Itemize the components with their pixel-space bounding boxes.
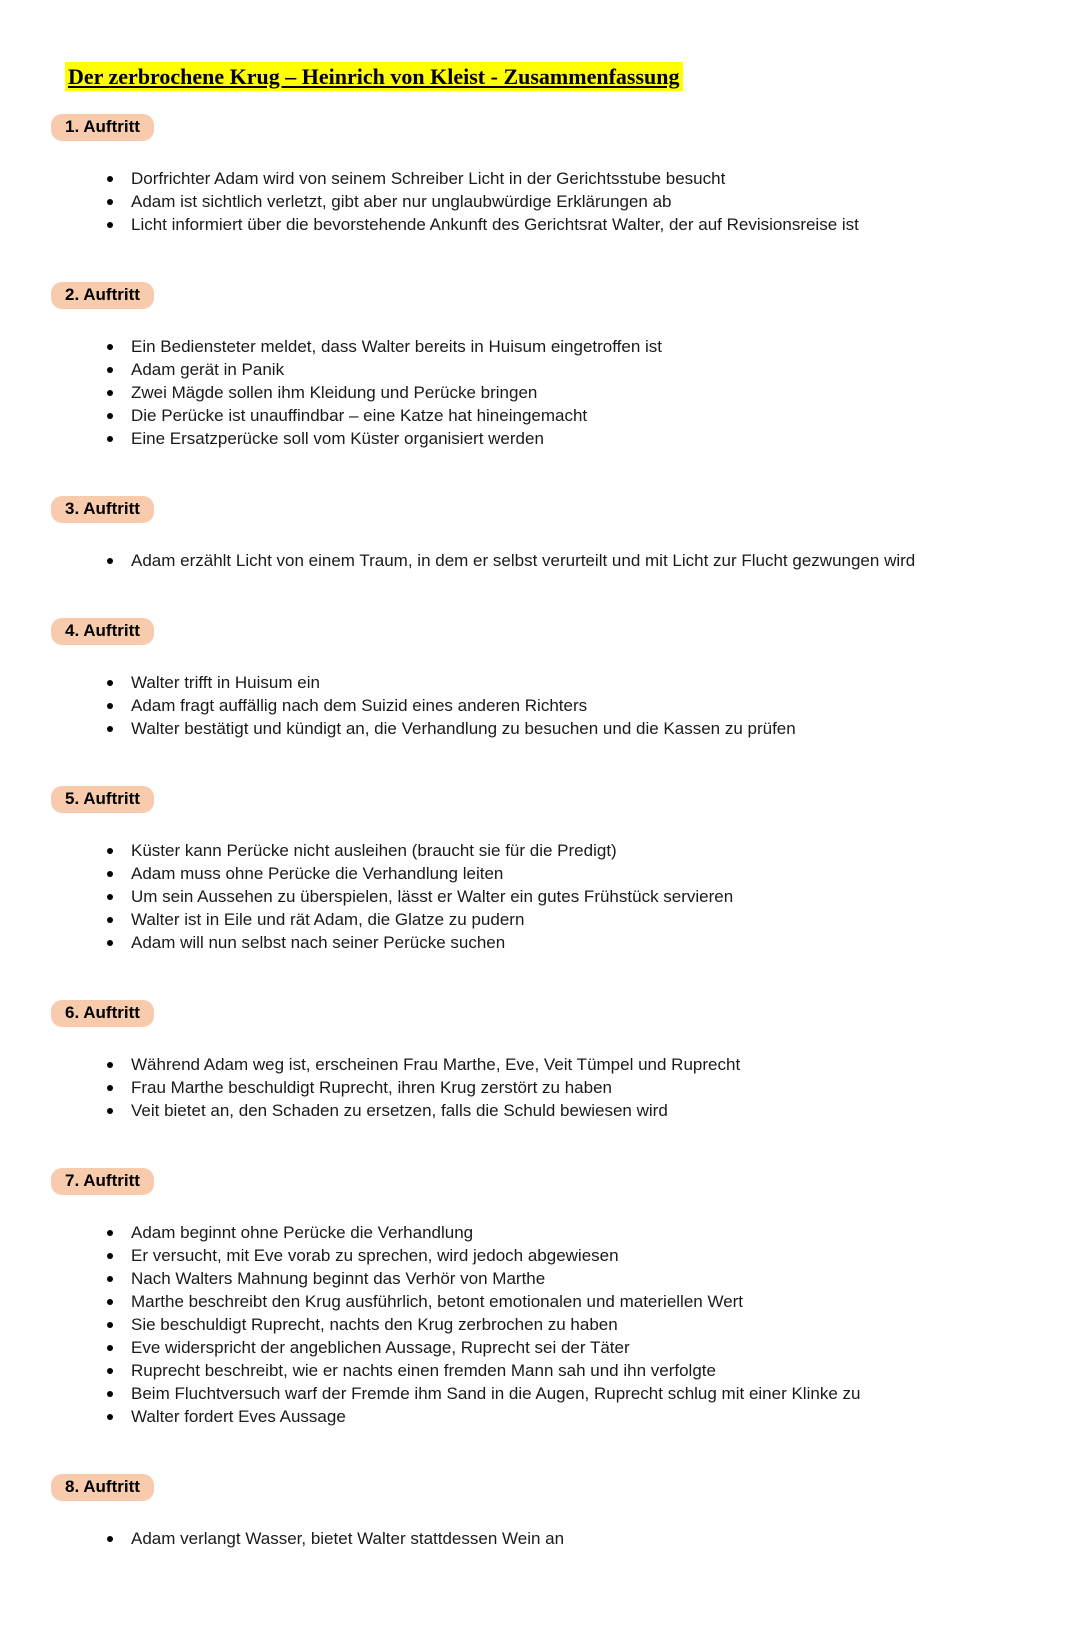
section-heading-label: 6. Auftritt	[65, 1003, 140, 1022]
section-heading-label: 1. Auftritt	[65, 117, 140, 136]
bullet-list	[65, 1527, 1015, 1550]
section-heading	[51, 1474, 154, 1501]
bullet-item: Adam ist sichtlich verletzt, gibt aber nur unglaubwürdige Erklärungen ab	[65, 190, 1015, 213]
section-2	[65, 282, 1020, 450]
bullet-item: Beim Fluchtversuch warf der Fremde ihm Sand in die Augen, Ruprecht schlug mit einer Klinke zu	[65, 1382, 1015, 1405]
bullet-item: Küster kann Perücke nicht ausleihen (braucht sie für die Predigt)	[65, 839, 1015, 862]
section-3	[65, 496, 1020, 572]
section-heading	[51, 618, 154, 645]
bullet-item: Eine Ersatzperücke soll vom Küster organisiert werden	[65, 427, 1015, 450]
bullet-item: Zwei Mägde sollen ihm Kleidung und Perücke bringen	[65, 381, 1015, 404]
bullet-list	[65, 167, 1015, 236]
page-title-highlight: Der zerbrochene Krug – Heinrich von Kleist - Zusammenfassung	[65, 62, 683, 91]
bullet-item: Die Perücke ist unauffindbar – eine Katze hat hineingemacht	[65, 404, 1015, 427]
bullet-item: Sie beschuldigt Ruprecht, nachts den Krug zerbrochen zu haben	[65, 1313, 1015, 1336]
section-5	[65, 786, 1020, 954]
bullet-item: Licht informiert über die bevorstehende Ankunft des Gerichtsrat Walter, der auf Revisionsreise ist	[65, 213, 1015, 236]
section-heading-label: 5. Auftritt	[65, 789, 140, 808]
bullet-item: Adam fragt auffällig nach dem Suizid eines anderen Richters	[65, 694, 1015, 717]
section-heading-label: 3. Auftritt	[65, 499, 140, 518]
section-heading	[51, 1168, 154, 1195]
bullet-item: Ruprecht beschreibt, wie er nachts einen fremden Mann sah und ihn verfolgte	[65, 1359, 1015, 1382]
bullet-item: Frau Marthe beschuldigt Ruprecht, ihren Krug zerstört zu haben	[65, 1076, 1015, 1099]
section-heading	[51, 114, 154, 141]
page-title	[65, 64, 1020, 90]
bullet-item: Walter ist in Eile und rät Adam, die Glatze zu pudern	[65, 908, 1015, 931]
bullet-item: Während Adam weg ist, erscheinen Frau Marthe, Eve, Veit Tümpel und Ruprecht	[65, 1053, 1015, 1076]
bullet-item: Adam beginnt ohne Perücke die Verhandlung	[65, 1221, 1015, 1244]
bullet-list	[65, 549, 1015, 572]
bullet-item: Adam verlangt Wasser, bietet Walter stattdessen Wein an	[65, 1527, 1015, 1550]
section-heading-label: 4. Auftritt	[65, 621, 140, 640]
section-heading-label: 8. Auftritt	[65, 1477, 140, 1496]
bullet-item: Ein Bediensteter meldet, dass Walter bereits in Huisum eingetroffen ist	[65, 335, 1015, 358]
bullet-item: Nach Walters Mahnung beginnt das Verhör von Marthe	[65, 1267, 1015, 1290]
bullet-text: Adam erzählt Licht von einem Traum, in dem er selbst verurteilt und mit Licht zur Flucht gezwungen wird	[131, 551, 916, 570]
bullet-item: Veit bietet an, den Schaden zu ersetzen, falls die Schuld bewiesen wird	[65, 1099, 1015, 1122]
section-heading	[51, 282, 154, 309]
bullet-list	[65, 671, 1015, 740]
bullet-item: Eve widerspricht der angeblichen Aussage, Ruprecht sei der Täter	[65, 1336, 1015, 1359]
bullet-list	[65, 1053, 1015, 1122]
section-6	[65, 1000, 1020, 1122]
section-heading	[51, 786, 154, 813]
bullet-item: Marthe beschreibt den Krug ausführlich, betont emotionalen und materiellen Wert	[65, 1290, 1015, 1313]
section-4	[65, 618, 1020, 740]
bullet-item: Dorfrichter Adam wird von seinem Schreiber Licht in der Gerichtsstube besucht	[65, 167, 1015, 190]
bullet-item: Walter bestätigt und kündigt an, die Verhandlung zu besuchen und die Kassen zu prüfen	[65, 717, 1015, 740]
bullet-item: Adam gerät in Panik	[65, 358, 1015, 381]
bullet-item: Adam muss ohne Perücke die Verhandlung leiten	[65, 862, 1015, 885]
bullet-list	[65, 839, 1015, 954]
bullet-item: Walter fordert Eves Aussage	[65, 1405, 1015, 1428]
section-1	[65, 114, 1020, 236]
section-heading-label: 7. Auftritt	[65, 1171, 140, 1190]
section-heading	[51, 1000, 154, 1027]
bullet-list	[65, 335, 1015, 450]
section-7	[65, 1168, 1020, 1428]
bullet-item: Um sein Aussehen zu überspielen, lässt er Walter ein gutes Frühstück servieren	[65, 885, 1015, 908]
section-8	[65, 1474, 1020, 1550]
bullet-item: Walter trifft in Huisum ein	[65, 671, 1015, 694]
bullet-item: Er versucht, mit Eve vorab zu sprechen, wird jedoch abgewiesen	[65, 1244, 1015, 1267]
bullet-item	[65, 549, 1015, 572]
section-heading	[51, 496, 154, 523]
bullet-list	[65, 1221, 1015, 1428]
bullet-item: Adam will nun selbst nach seiner Perücke suchen	[65, 931, 1015, 954]
section-heading-label: 2. Auftritt	[65, 285, 140, 304]
